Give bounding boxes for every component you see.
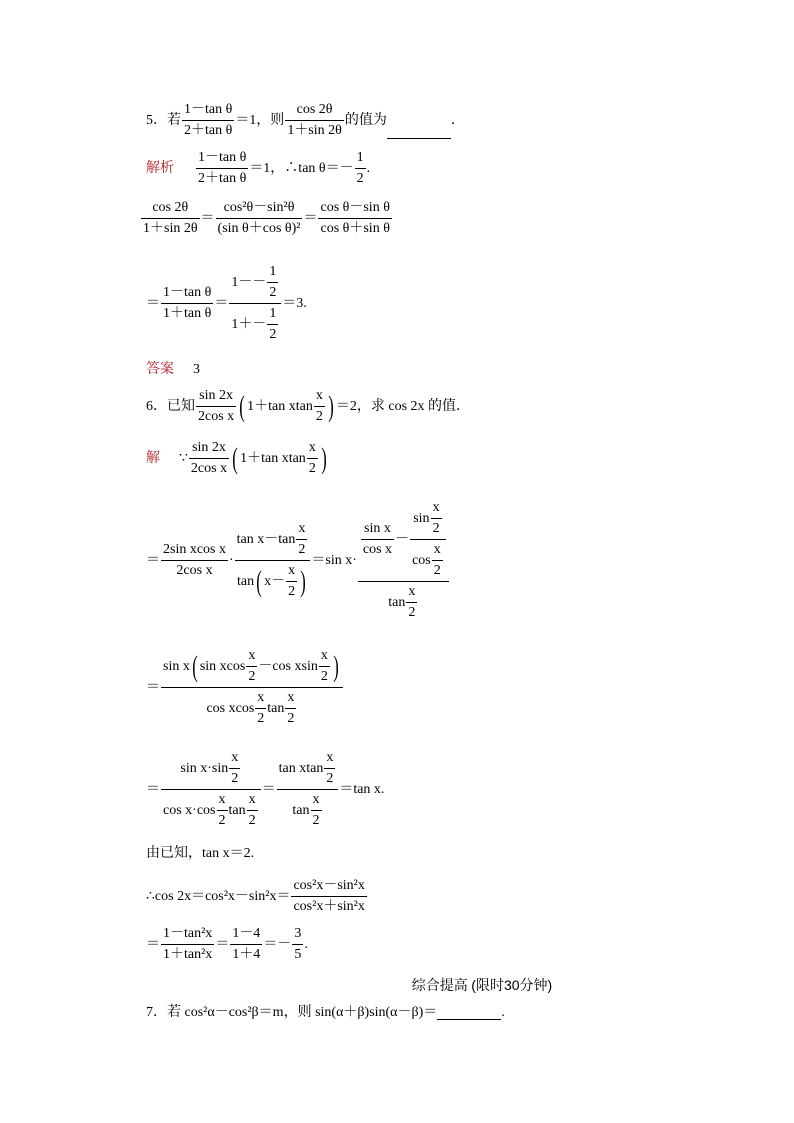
answer-value: 3 xyxy=(193,362,200,377)
text: ＝1，则 xyxy=(235,112,285,128)
denominator: 2 xyxy=(269,327,277,343)
fraction xyxy=(285,690,296,727)
denominator: 2 xyxy=(298,542,306,558)
solution-line-2: ＝ $\frac{\text{2sin xcos x}}{\text{2cos x}}$ · tan x－tan $\frac{x}{2}$ tan( x－ $\frac{x}{2}$ ) ＝sin x· $\frac{\text{sin x}}{\text{cos x}}$ － sin $\frac{x}{2}$ cos $\frac{x}{2}$ tan $\frac{x}{2}$ xyxy=(146,500,450,622)
equals: ＝ xyxy=(146,781,160,797)
denominator: 2 xyxy=(269,285,277,301)
denominator: 2 xyxy=(432,521,440,537)
text: tan xyxy=(388,595,406,611)
text: tan xtan xyxy=(278,760,324,776)
analysis-line-2 xyxy=(140,200,393,237)
equals: ＝ xyxy=(146,553,160,568)
text: x－ xyxy=(264,574,286,590)
numerator xyxy=(161,648,343,688)
numerator: cos 2θ xyxy=(141,200,200,219)
fraction xyxy=(314,388,325,425)
section-time-limit: (限时30分钟) xyxy=(471,977,553,993)
solution-line-4 xyxy=(146,750,384,829)
equals: ＝ xyxy=(214,295,229,311)
fraction xyxy=(319,648,330,685)
fraction xyxy=(292,926,303,963)
fraction xyxy=(432,542,443,579)
text: tan xyxy=(267,701,285,716)
text: cos xyxy=(412,553,431,568)
solution-line-3 xyxy=(146,648,344,727)
fraction xyxy=(247,792,258,829)
text: sin xcos xyxy=(199,658,246,674)
denominator: cos²x＋sin²x xyxy=(293,899,365,915)
fraction xyxy=(161,285,213,322)
denominator xyxy=(161,688,343,727)
fraction xyxy=(141,200,200,237)
because-symbol: ∵ xyxy=(179,450,188,466)
equals: ＝ xyxy=(215,936,230,952)
numerator: 1－tan θ xyxy=(161,285,213,304)
compound-fraction xyxy=(358,500,449,622)
fraction xyxy=(229,750,240,787)
fraction xyxy=(189,440,229,477)
numerator: x xyxy=(255,690,266,709)
equals: ＝ xyxy=(200,210,215,226)
text: ＝－ xyxy=(263,936,292,952)
numerator: cos θ－sin θ xyxy=(318,200,391,219)
denominator: 2 xyxy=(248,669,256,685)
text: ＝tan x. xyxy=(339,781,385,797)
text: tan xyxy=(236,574,255,590)
denominator: 2 xyxy=(218,813,226,829)
text: ． xyxy=(450,112,465,128)
paren-right: ) xyxy=(321,441,327,475)
fraction xyxy=(267,306,278,343)
numerator: sin 2x xyxy=(189,440,229,459)
text: 1－－ xyxy=(231,274,267,290)
numerator: $\frac{\text{sin x}}{\text{cos x}}$ － sin $\frac{x}{2}$ cos $\frac{x}{2}$ xyxy=(358,500,449,582)
denominator: 1＋4 xyxy=(232,947,261,963)
numerator: x xyxy=(406,584,417,603)
paren-right: ) xyxy=(328,389,334,423)
numerator: cos²x－sin²x xyxy=(291,878,366,897)
text: ＝2，求 cos 2x 的值． xyxy=(335,398,471,414)
numerator xyxy=(410,500,446,540)
denominator: cos θ＋sin θ xyxy=(320,221,390,237)
section-title: 综合提高 xyxy=(411,977,468,993)
denominator: 2 xyxy=(248,813,256,829)
denominator: 2 xyxy=(312,813,320,829)
section-header xyxy=(0,978,794,994)
equals: ＝ xyxy=(261,781,276,797)
question-text: 若 cos²α－cos²β＝m，则 sin(α＋β)sin(α－β)＝ xyxy=(167,1005,438,1020)
fraction xyxy=(217,792,228,829)
numerator: 1 xyxy=(267,306,278,325)
numerator: sin x xyxy=(361,521,394,540)
numerator: 1－tan θ xyxy=(182,102,234,121)
numerator: x xyxy=(296,521,307,540)
answer-blank[interactable] xyxy=(437,1019,501,1020)
numerator xyxy=(161,750,261,790)
denominator: 2 xyxy=(433,563,441,579)
numerator xyxy=(229,264,281,304)
text: ∴cos 2x＝cos²x－sin²x＝ xyxy=(146,888,291,904)
therefore-line xyxy=(146,878,368,915)
equals: ＝ xyxy=(303,210,318,226)
final-line xyxy=(146,926,308,963)
text: 若 xyxy=(167,112,181,128)
question-7 xyxy=(146,1006,505,1020)
numerator: 3 xyxy=(292,926,303,945)
text: 1＋tan xtan xyxy=(240,450,306,466)
denominator: 2 xyxy=(308,461,316,477)
denominator: 5 xyxy=(294,947,302,963)
numerator: 1 xyxy=(355,150,366,169)
text: ＝3. xyxy=(282,295,307,311)
fraction xyxy=(196,388,236,425)
numerator: x xyxy=(217,792,228,811)
numerator: cos 2θ xyxy=(285,102,344,121)
numerator: x xyxy=(311,792,322,811)
solution-line-1 xyxy=(146,440,329,477)
equals: ＝ xyxy=(146,936,160,952)
fraction xyxy=(324,750,335,787)
question-number: 5． xyxy=(146,112,167,128)
denominator xyxy=(229,304,281,343)
numerator: cos²θ－sin²θ xyxy=(216,200,303,219)
numerator: x xyxy=(307,440,318,459)
denominator xyxy=(410,540,446,579)
paren-left: ( xyxy=(239,389,245,423)
denominator: 2cos x xyxy=(176,563,213,579)
question-number: 6． xyxy=(146,398,167,414)
numerator: 1－tan²x xyxy=(161,926,214,945)
text: . xyxy=(304,936,308,952)
paren-left: ( xyxy=(232,441,238,475)
numerator: x xyxy=(247,792,258,811)
denominator xyxy=(161,790,261,829)
fraction xyxy=(307,440,318,477)
fraction xyxy=(246,648,257,685)
text: ＝sin x· xyxy=(311,553,357,568)
fraction xyxy=(285,102,344,139)
numerator: x xyxy=(431,500,442,519)
denominator: 1＋sin 2θ xyxy=(287,123,342,139)
denominator: 2＋tan θ xyxy=(184,123,233,139)
denominator: 2 xyxy=(320,669,328,685)
text: －cos xsin xyxy=(258,658,318,674)
numerator: sin 2x xyxy=(196,388,236,407)
fraction xyxy=(161,542,228,579)
denominator xyxy=(277,790,339,829)
fraction xyxy=(230,926,262,963)
fraction xyxy=(286,563,297,600)
denominator: 1＋tan²x xyxy=(163,947,213,963)
text: ＝1，∴tan θ＝－ xyxy=(249,160,354,176)
text: 的值为 xyxy=(344,112,387,128)
text: tan xyxy=(292,803,310,818)
denominator: 1＋tan θ xyxy=(163,306,212,322)
compound-fraction xyxy=(161,648,343,727)
answer-line xyxy=(146,361,200,377)
text: . xyxy=(366,160,371,176)
solution-label: 解 xyxy=(146,448,160,465)
fraction xyxy=(355,150,366,187)
fraction xyxy=(410,500,446,579)
denominator: 1＋sin 2θ xyxy=(143,221,198,237)
question-6 xyxy=(146,388,470,425)
numerator: 1－4 xyxy=(230,926,262,945)
denominator: 2 xyxy=(288,584,296,600)
analysis-label: 解析 xyxy=(146,158,174,175)
question-5 xyxy=(146,102,465,139)
denominator: 2 xyxy=(326,771,334,787)
text: cos x·cos xyxy=(163,803,216,818)
paren-right: ) xyxy=(300,564,306,598)
fraction xyxy=(311,792,322,829)
fraction xyxy=(277,750,339,829)
paren-right: ) xyxy=(333,649,339,683)
text: 1＋－ xyxy=(231,317,267,332)
numerator: x xyxy=(286,563,297,582)
fraction xyxy=(161,926,214,963)
fraction xyxy=(291,878,366,915)
fraction xyxy=(267,264,278,301)
numerator: x xyxy=(432,542,443,561)
denominator: 2 xyxy=(257,711,265,727)
text: 已知 xyxy=(167,398,195,414)
numerator: 1 xyxy=(267,264,278,283)
fraction xyxy=(431,500,442,537)
fraction xyxy=(406,584,417,621)
equals: ＝ xyxy=(146,295,160,311)
paren-left: ( xyxy=(192,649,198,683)
denominator: 2cos x xyxy=(190,461,228,477)
numerator: x xyxy=(285,690,296,709)
fraction xyxy=(161,750,261,829)
text: cos xcos xyxy=(206,701,255,716)
numerator: x xyxy=(319,648,330,667)
fraction xyxy=(255,690,266,727)
denominator xyxy=(235,561,311,600)
fraction xyxy=(196,150,248,187)
numerator: x xyxy=(314,388,325,407)
numerator: 2sin xcos x xyxy=(161,542,228,561)
denominator: 2 xyxy=(287,711,295,727)
equals: ＝ xyxy=(146,679,160,695)
fraction xyxy=(235,521,311,600)
numerator xyxy=(277,750,339,790)
analysis-line-1 xyxy=(146,150,370,187)
fraction xyxy=(216,200,303,237)
denominator: 2 xyxy=(356,171,364,187)
text: 由已知，tan x＝2. xyxy=(146,846,255,861)
numerator: 1－tan θ xyxy=(196,150,248,169)
fraction xyxy=(318,200,391,237)
question-number: 7． xyxy=(146,1005,167,1020)
text: tan x－tan xyxy=(236,531,296,547)
numerator xyxy=(235,521,311,561)
numerator: x xyxy=(229,750,240,769)
numerator: x xyxy=(324,750,335,769)
known-line xyxy=(146,847,254,861)
denominator: 2 xyxy=(231,771,239,787)
text: sin xyxy=(413,510,430,526)
text: tan xyxy=(228,803,246,818)
answer-label: 答案 xyxy=(146,360,174,376)
numerator: x xyxy=(246,648,257,667)
fraction xyxy=(361,521,394,558)
denominator xyxy=(358,582,449,621)
denominator: 2＋tan θ xyxy=(198,171,247,187)
denominator: 2cos x xyxy=(198,409,235,425)
answer-blank[interactable] xyxy=(387,138,451,139)
paren-left: ( xyxy=(256,564,262,598)
text: . xyxy=(501,1005,505,1020)
denominator: (sin θ＋cos θ)² xyxy=(217,221,301,237)
analysis-line-3 xyxy=(146,264,307,343)
denominator: 2 xyxy=(408,605,416,621)
denominator: cos x xyxy=(362,542,393,558)
compound-fraction xyxy=(229,264,281,343)
text: sin x·sin xyxy=(180,760,229,776)
denominator: 2 xyxy=(315,409,323,425)
text: sin x xyxy=(163,658,190,674)
text: 1＋tan xtan xyxy=(247,398,313,414)
fraction xyxy=(182,102,234,139)
fraction xyxy=(296,521,307,558)
